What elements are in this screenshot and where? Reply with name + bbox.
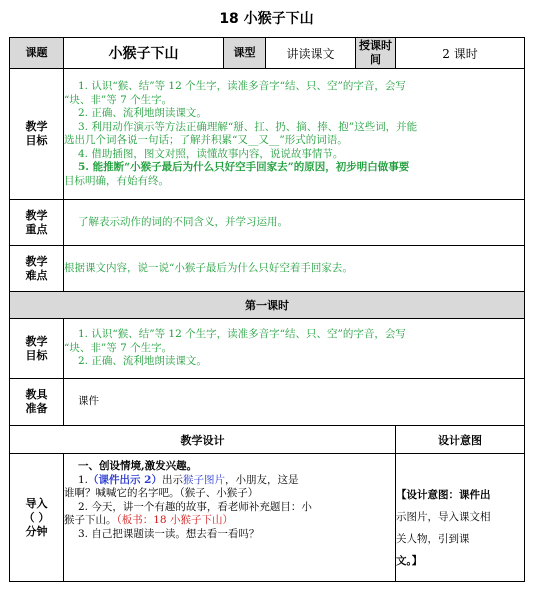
intro-content: [64, 454, 396, 582]
intent-header: 设计意图: [396, 426, 525, 454]
page-title: 18 小猴子下山: [219, 11, 314, 27]
difficulties-text: 根据课文内容，说一说“小猴子最后为什么只好空着手回家去。: [64, 261, 353, 274]
intent-line: 【设计意图：课件出: [396, 489, 491, 501]
goal-line: 目标明确，有始有终。: [64, 174, 169, 187]
lesson-plan-table: [9, 37, 525, 582]
key-points-label: 教学重点: [10, 200, 64, 246]
courseware-tag: （课件出示 2）: [88, 473, 162, 486]
goals-content: [64, 69, 525, 200]
goal-line: 2. 正确、流利地朗读课文。: [78, 355, 207, 368]
design-header-row: [10, 426, 525, 454]
key-points-content: [64, 200, 525, 246]
intro-item-2: 2. 今天，讲一个有趣的故事，看老师补充题目：小: [78, 500, 312, 513]
first-lesson-goals-content: [64, 319, 525, 379]
goal-line: 2. 正确、流利地朗读课文。: [78, 107, 207, 119]
intro-item-2-cont: 猴子下山。（板书：18 小猴子下山）: [64, 514, 233, 526]
type-label: 课型: [224, 38, 266, 69]
intent-line: 示图片，导入课文相: [396, 511, 491, 523]
first-lesson-header-row: [10, 292, 525, 319]
monkey-picture-link: 猴子图片: [183, 473, 225, 486]
hours-label: 授课时间: [356, 38, 396, 69]
tools-value: 课件: [78, 395, 99, 408]
intro-item-1-cont: 谁啊？喊喊它的名字吧。（猴子、小猴子）: [64, 487, 259, 499]
section-title: 一、创设情境,激发兴趣。: [78, 460, 198, 472]
intent-content: [396, 454, 525, 582]
board-note: （板书：18 小猴子下山）: [116, 514, 233, 526]
type-value: 讲读课文: [266, 38, 356, 69]
topic-value: 小猴子下山: [64, 38, 224, 69]
goal-line: “块、非”等 7 个生字。: [64, 93, 173, 106]
goal-line: “块、非”等 7 个生字。: [64, 341, 173, 354]
goal-line: 5. 能推断“小猴子最后为什么只好空手回家去”的原因，初步明白做事要: [78, 161, 410, 173]
goal-line: 4. 借助插图，图文对照，读懂故事内容，说说故事情节。: [78, 147, 344, 160]
topic-label: 课题: [10, 38, 64, 69]
difficulties-content: [64, 246, 525, 292]
key-points-text: 了解表示动作的词的不同含义，并学习运用。: [78, 215, 288, 228]
first-lesson-goals-label: 教学目标: [10, 319, 64, 379]
design-header: 教学设计: [10, 426, 396, 454]
intro-row: [10, 454, 525, 582]
first-lesson-header: 第一课时: [10, 292, 525, 319]
intro-item-3: 3. 自己把课题读一读。想去看一看吗？: [78, 527, 260, 540]
goal-line: 1. 认识“猴、结”等 12 个生字，读准多音字“结、只、空”的字音，会写: [78, 80, 406, 92]
goals-label: 教学目标: [10, 69, 64, 200]
difficulties-row: [10, 246, 525, 292]
tools-row: [10, 379, 525, 426]
goal-line: 3. 利用动作演示等方法正确理解“掰、扛、扔、摘、捧、抱”这些词，并能: [78, 120, 418, 133]
intro-item-1: 1.（课件出示 2）出示猴子图片，小朋友，这是: [78, 473, 299, 486]
goal-line: 选出几个词各说一句话；了解并积累“又__又__”形式的词语。: [64, 134, 348, 146]
goals-row: [10, 69, 525, 200]
phase-label: 导入（ ）分钟: [10, 454, 64, 582]
header-row: [10, 38, 525, 69]
key-points-row: [10, 200, 525, 246]
hours-value: 2 课时: [396, 38, 525, 69]
first-lesson-goals-row: [10, 319, 525, 379]
tools-content: [64, 379, 525, 426]
intent-line: 关人物，引到课: [396, 533, 470, 545]
difficulties-label: 教学难点: [10, 246, 64, 292]
goal-line: 1. 认识“猴、结”等 12 个生字，读准多音字“结、只、空”的字音，会写: [78, 328, 406, 341]
intent-line: 文。】: [396, 555, 423, 567]
tools-label: 教具准备: [10, 379, 64, 426]
